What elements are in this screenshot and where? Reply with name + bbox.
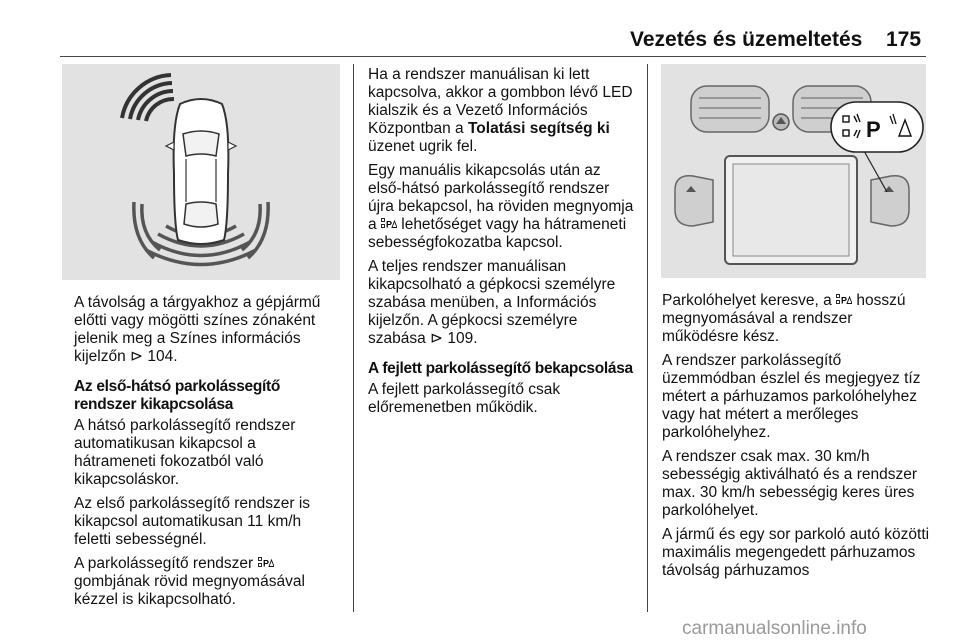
svg-text:P: P xyxy=(841,295,848,305)
page-number: 175 xyxy=(886,28,922,51)
parking-sensor-figure xyxy=(62,64,340,280)
paragraph-personalization: A teljes rendszer manuálisan kikapcsolható a gépkocsi személyre szabása menüben, a Információs kijelzőn. A gépkocsi személyre szabása ⊳ 109. xyxy=(368,258,616,347)
column-2 xyxy=(368,66,636,423)
paragraph-search-space: Parkolóhelyet keresve, a P hosszú megnyomásával a rendszer működésre kész. xyxy=(662,292,906,345)
section-heading-deactivate: Az első-hátsó parkolássegítő rendszer kikapcsolása xyxy=(74,378,281,413)
header-rule xyxy=(60,56,926,57)
page-ref-arrow-icon: ⊳ xyxy=(130,348,144,365)
park-assist-icon xyxy=(381,218,397,229)
paragraph-front-off: Az első parkolássegítő rendszer is kikapcsol automatikusan 11 km/h feletti sebességnél. xyxy=(74,495,311,548)
intro-page-ref: 104. xyxy=(147,348,178,365)
paragraph-speed-limit: A rendszer csak max. 30 km/h sebességig aktiválható és a rendszer max. 30 km/h sebességig keres üres parkolóhelyet. xyxy=(662,448,918,519)
paragraph-manual-off: A parkolássegítő rendszer P gombjának rövid megnyomásával kézzel is kikapcsolható. xyxy=(74,555,305,608)
column-divider-2 xyxy=(647,64,648,612)
column-1 xyxy=(74,294,340,615)
message-park-assist-off: Tolatási segítség ki xyxy=(467,120,610,137)
park-button-symbol: P xyxy=(866,117,881,142)
dashboard-figure xyxy=(661,64,926,278)
section-heading-advanced-activation: A fejlett parkolássegítő bekapcsolása xyxy=(368,360,633,377)
svg-text:P: P xyxy=(385,219,392,229)
park-assist-icon xyxy=(258,557,274,568)
page-header-title: Vezetés és üzemeltetés xyxy=(630,28,863,51)
personalization-page-ref: 109. xyxy=(447,330,478,347)
park-assist-icon xyxy=(836,294,852,305)
paragraph-distance: A jármű és egy sor parkoló autó közötti maximális megengedett párhuzamos távolság párhuzamos xyxy=(662,526,930,579)
svg-text:P: P xyxy=(262,558,269,568)
paragraph-reactivate: Egy manuális kikapcsolás után az első-hátsó parkolássegítő rendszer újra bekapcsol, ha röviden megnyomja a P lehetőséget vagy ha hátrameneti sebességfokozatba kapcsol. xyxy=(368,162,634,251)
paragraph-detection: A rendszer parkolássegítő üzemmódban észlel és megjegyez tíz métert a párhuzamos parkolóhelyhez vagy hat métert a merőleges parkolóhelyhez. xyxy=(662,352,921,441)
watermark: carmanualsonline.info xyxy=(682,618,867,639)
paragraph-led-off: Ha a rendszer manuálisan ki lett kapcsolva, akkor a gombbon lévő LED kialszik és a Vezető Információs Központban a Tolatási segítség ki üzenet ugrik fel. xyxy=(368,66,633,155)
column-3 xyxy=(662,292,930,586)
paragraph-forward-only: A fejlett parkolássegítő csak előremenetben működik. xyxy=(368,381,561,416)
page-ref-arrow-icon: ⊳ xyxy=(430,330,444,347)
column-divider-1 xyxy=(353,64,354,612)
paragraph-rear-off: A hátsó parkolássegítő rendszer automatikusan kikapcsol a hátrameneti fokozatból való kikapcsoláskor. xyxy=(74,417,296,488)
intro-paragraph: A távolság a tárgyakhoz a gépjármű előtti vagy mögötti színes zónaként jelenik meg a Színes információs kijelzőn ⊳ 104. xyxy=(74,294,321,365)
